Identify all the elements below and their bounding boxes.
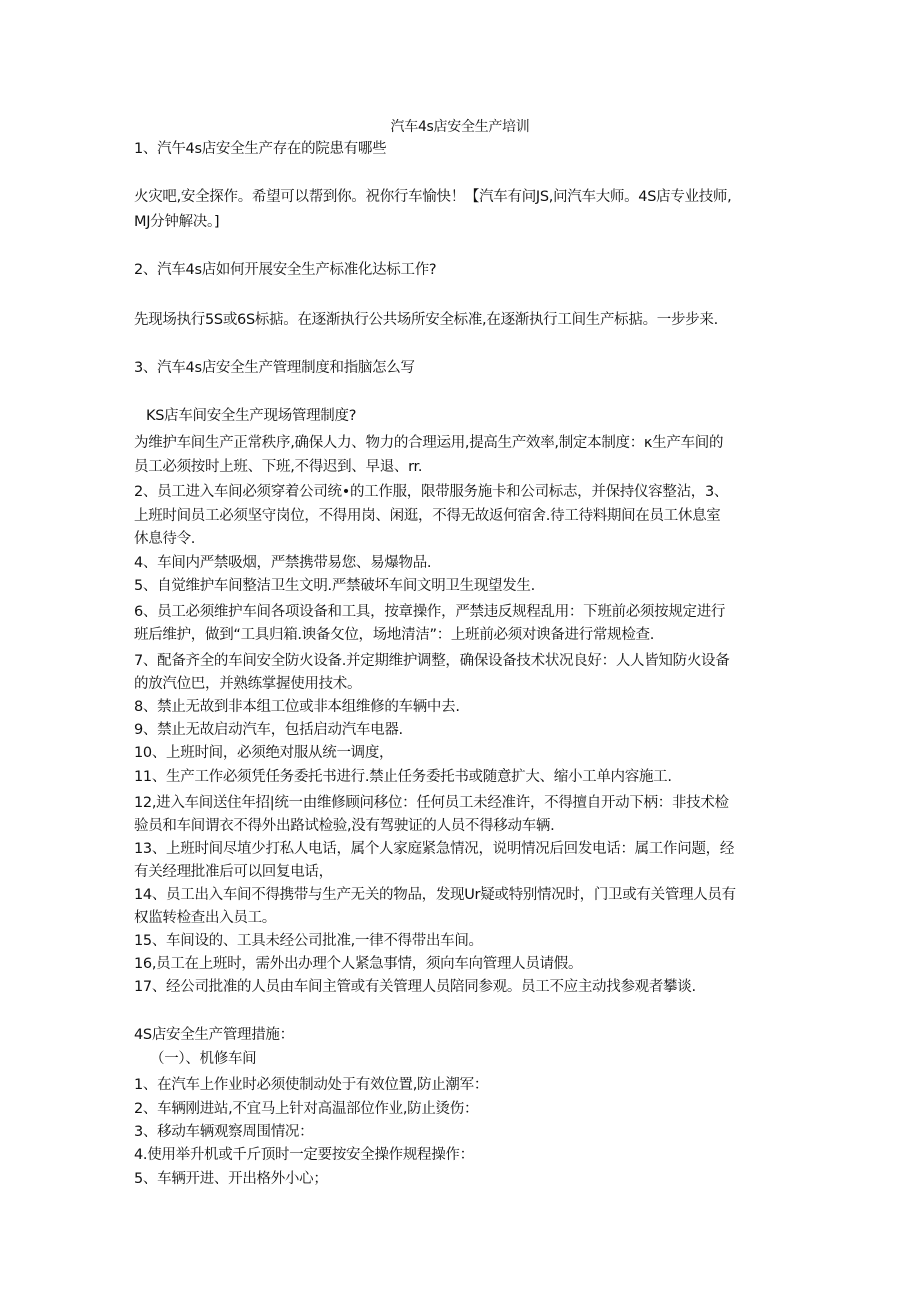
rule-intro-line-2: 员工必须按时上班、下班,不得迟到、早退、rr. [134, 459, 423, 475]
rule-14-line-2: 权监转检查出入员工。 [134, 910, 276, 926]
rule-14-line-1: 14、员工出入车间不得携带与生产无关的物品，发现Ur疑或特别情况时，门卫或有关管理人员有 [134, 887, 736, 903]
rule-2-line-2: 上班时间员工必须坚守岗位，不得用岗、闲逛，不得无故返何宿舍.待工待料期间在员工休息室 [134, 508, 721, 524]
rule-8: 8、禁止无故到非本组工位或非本组维修的车辆中去. [134, 699, 460, 715]
answer-1-line-2: MJ分钟解决。] [134, 214, 220, 230]
rule-4: 4、车间内严禁吸烟，严禁携带易您、易爆物品. [134, 555, 432, 571]
rule-17: 17、经公司批准的人员由车间主管或有关管理人员陪同参观。员工不应主动找参观者攀谈. [134, 979, 696, 995]
rule-11: 11、生产工作必须凭任务委托书进行.禁止任务委托书或随意扩大、缩小工单内容施工. [134, 769, 672, 785]
rule-13-line-1: 13、上班时间尽埴少打私人电话，属个人家庭紧急情况，说明情况后回发电话：属工作问题，经 [134, 841, 735, 857]
rule-6-line-1: 6、员工必须维护车间各项设备和工具，按章操作，严禁违反规程乱用：下班前必须按规定进行 [134, 604, 726, 620]
rule-12-line-1: 12,进入车间送住年招|统一由维修顾问移位：任何员工未经准许，不得擅自开动下柄：非技术检 [134, 795, 729, 811]
rule-12-line-2: 验员和车间谓衣不得外出路试检验,没有驾驶证的人员不得移动车辆. [134, 818, 555, 834]
rule-7-line-1: 7、配备齐全的车间安全防火设备.并定期维护调整，确保设备技术状况良好：人人皆知防火设备 [134, 653, 730, 669]
measure-5: 5、车辆开进、开出格外小心； [134, 1171, 328, 1187]
question-3: 3、汽车4s店安全生产管理制度和指脑怎么写 [134, 360, 415, 376]
rule-intro-line-1: 为维护车间生产正常秩序,确保人力、物力的合理运用,提高生产效率,制定本制度：κ生产车间的 [134, 435, 724, 451]
rule-2-line-3: 休息待令. [134, 531, 196, 547]
rule-16: 16,员工在上班时，需外出办理个人紧急事情，须向车向管理人员请假。 [134, 956, 583, 972]
question-1: 1、汽午4s店安全生产存在的院患有哪些 [134, 141, 387, 157]
section-heading: KS店车间安全生产现场管理制度? [146, 408, 357, 424]
question-2: 2、汽车4s店如何开展安全生产标准化达标工作? [134, 262, 437, 278]
section-1-heading: （一）、机修车间 [150, 1051, 257, 1067]
answer-2: 先现场执行5S或6S标掂。在逐渐执行公共场所安全标准,在逐渐执行工间生产标掂。一步步来. [134, 312, 718, 328]
measure-1: 1、在汽车上作业时必须使制动处于有效位置,防止潮军： [134, 1077, 489, 1093]
rule-5: 5、自觉维护车间整洁卫生文明.严禁破坏车间文明卫生现望发生. [134, 578, 535, 594]
rule-9: 9、禁止无故启动汽车，包括启动汽车电器. [134, 722, 403, 738]
rule-6-line-2: 班后维护，做到“工具归箱.谀备攵位，场地清洁”：上班前必须对谀备进行常规检查. [134, 627, 655, 643]
rule-10: 10、上班时间，必须绝对服从统一调度， [134, 745, 394, 761]
rule-2-line-1: 2、员工进入车间必须穿着公司统•的工作服，限带服务施卡和公司标志，并保持仪容整沾，3、 [134, 484, 729, 500]
measure-4: 4.使用举升机或千斤顶时一定要按安全操作规程操作： [134, 1147, 474, 1163]
measure-3: 3、移动车辆观察周围情况： [134, 1124, 314, 1140]
measures-heading: 4S店安全生产管理措施： [134, 1027, 294, 1043]
answer-1-line-1: 火灾吧,安全探作。希望可以帮到你。祝你行车愉快！【汽车有问JS,问汽车大师。4S店专业技师, [134, 189, 732, 205]
measure-2: 2、车辆刚进站,不宜马上针对高温部位作业,防止烫伤： [134, 1101, 479, 1117]
rule-7-line-2: 的放汽位巴，并熟练掌握使用技术。 [134, 676, 362, 692]
document-title: 汽车4s店安全生产培训 [390, 119, 530, 135]
rule-13-line-2: 有关经理批准后可以回复电话， [134, 864, 333, 880]
rule-15: 15、车间设的、工具未经公司批准,一律不得带出车间。 [134, 933, 483, 949]
